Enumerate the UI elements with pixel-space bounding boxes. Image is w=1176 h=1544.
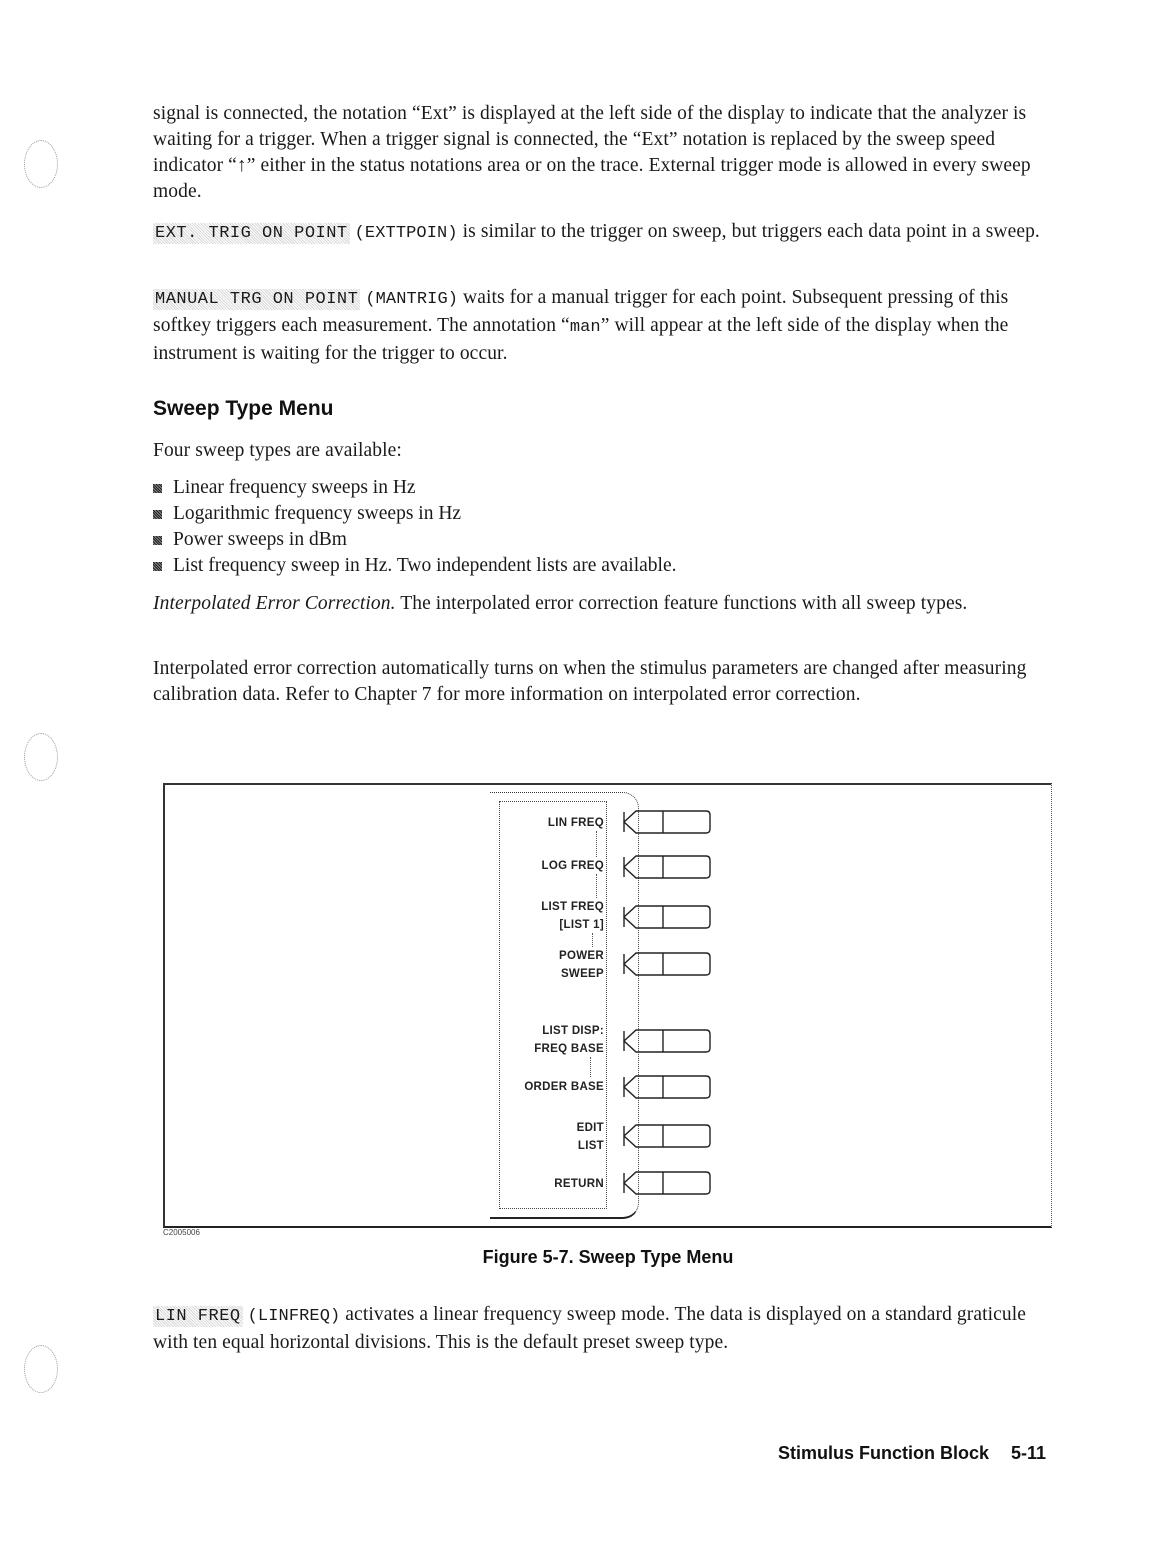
bullet-icon	[153, 484, 162, 493]
softkey-arrow-icon	[622, 1122, 712, 1150]
sweep-type-list	[153, 475, 677, 579]
softkey-button-1[interactable]	[622, 808, 712, 836]
binder-hole-bottom	[24, 1345, 58, 1393]
gpib-command: (LINFREQ)	[247, 1307, 341, 1326]
softkey-arrow-icon	[622, 950, 712, 978]
softkey-label-return: RETURN	[554, 1178, 604, 1190]
softkey-lin-freq: LIN FREQ	[155, 1307, 241, 1326]
list-item: List frequency sweep in Hz. Two independent lists are available.	[153, 553, 677, 579]
toggle-connector	[590, 1057, 591, 1077]
softkey-arrow-icon	[622, 808, 712, 836]
toggle-connector	[596, 874, 597, 898]
softkey-label-list-freq: LIST FREQ [LIST 1]	[541, 901, 604, 931]
list-item: Linear frequency sweeps in Hz	[153, 475, 677, 501]
bullet-icon	[153, 562, 162, 571]
gpib-command: (EXTTPOIN)	[354, 224, 458, 243]
gpib-command: (MANTRIG)	[365, 290, 459, 309]
bullet-icon	[153, 510, 162, 519]
softkey-arrow-icon	[622, 1027, 712, 1055]
softkey-label-power-sweep: POWER SWEEP	[559, 950, 604, 980]
softkey-button-8[interactable]	[622, 1169, 712, 1197]
softkey-arrow-icon	[622, 1169, 712, 1197]
softkey-label-order-base: ORDER BASE	[524, 1081, 604, 1093]
binder-hole-middle	[24, 733, 58, 781]
paragraph-lin-freq: LIN FREQ (LINFREQ) activates a linear frequency sweep mode. The data is displayed on a standard graticule with ten equal horizontal divisions. This is the default preset sweep type.	[153, 1304, 1027, 1353]
annotation-man: man	[569, 318, 601, 337]
softkey-manual-trg-on-point: MANUAL TRG ON POINT	[155, 290, 359, 309]
softkey-label-list-disp: LIST DISP: FREQ BASE	[534, 1025, 604, 1055]
softkey-arrow-icon	[622, 903, 712, 931]
section-heading: Sweep Type Menu	[153, 397, 334, 420]
softkey-label-lin-freq: LIN FREQ	[547, 817, 604, 829]
softkey-button-2[interactable]	[622, 853, 712, 881]
softkey-label-edit-list: EDIT LIST	[576, 1122, 604, 1152]
section-intro: Four sweep types are available:	[153, 440, 402, 461]
footer-section-title: Stimulus Function Block	[778, 1443, 990, 1463]
page-footer	[778, 1443, 1046, 1464]
binder-hole-top	[24, 140, 58, 188]
list-item: Power sweeps in dBm	[153, 527, 677, 553]
paragraph-manual-trg-on-point: MANUAL TRG ON POINT (MANTRIG) waits for a manual trigger for each point. Subsequent pressing of this softkey triggers each measurement. The annotation “man” will appear at the left side of the display when the instrument is waiting for the trigger to occur.	[153, 287, 1009, 364]
figure-caption: Figure 5-7. Sweep Type Menu	[482, 1247, 734, 1267]
bullet-icon	[153, 536, 162, 545]
softkey-ext-trig-on-point: EXT. TRIG ON POINT	[155, 224, 348, 243]
list-item: Logarithmic frequency sweeps in Hz	[153, 501, 677, 527]
paragraph-ext-trig-on-point: EXT. TRIG ON POINT (EXTTPOIN) is similar to the trigger on sweep, but triggers each data point in a sweep.	[155, 221, 1040, 243]
toggle-connector	[592, 933, 593, 947]
softkey-button-5[interactable]	[622, 1027, 712, 1055]
softkey-arrow-icon	[622, 853, 712, 881]
figure-id: C2005006	[163, 1228, 200, 1237]
softkey-label-log-freq: LOG FREQ	[541, 860, 604, 872]
softkey-button-7[interactable]	[622, 1122, 712, 1150]
page-number: 5-11	[1011, 1443, 1047, 1463]
paragraph-interpolated-2: Interpolated error correction automatically turns on when the stimulus parameters are changed after measuring calibration data. Refer to Chapter 7 for more information on interpolated error correction.	[153, 658, 1027, 705]
toggle-connector	[596, 831, 597, 857]
softkey-button-4[interactable]	[622, 950, 712, 978]
paragraph-ext-trigger: signal is connected, the notation “Ext” is displayed at the left side of the display to indicate that the analyzer is waiting for a trigger. When a trigger signal is connected, the “Ext” notation is replaced by the sweep speed indicator “↑” either in the status notations area or on the trace. External trigger mode is allowed in every sweep mode.	[153, 103, 1031, 202]
paragraph-interpolated-1: Interpolated Error Correction. The interpolated error correction feature functions with all sweep types.	[153, 593, 968, 614]
softkey-button-3[interactable]	[622, 903, 712, 931]
softkey-arrow-icon	[622, 1073, 712, 1101]
softkey-button-6[interactable]	[622, 1073, 712, 1101]
run-in-heading: Interpolated Error Correction.	[153, 593, 396, 614]
